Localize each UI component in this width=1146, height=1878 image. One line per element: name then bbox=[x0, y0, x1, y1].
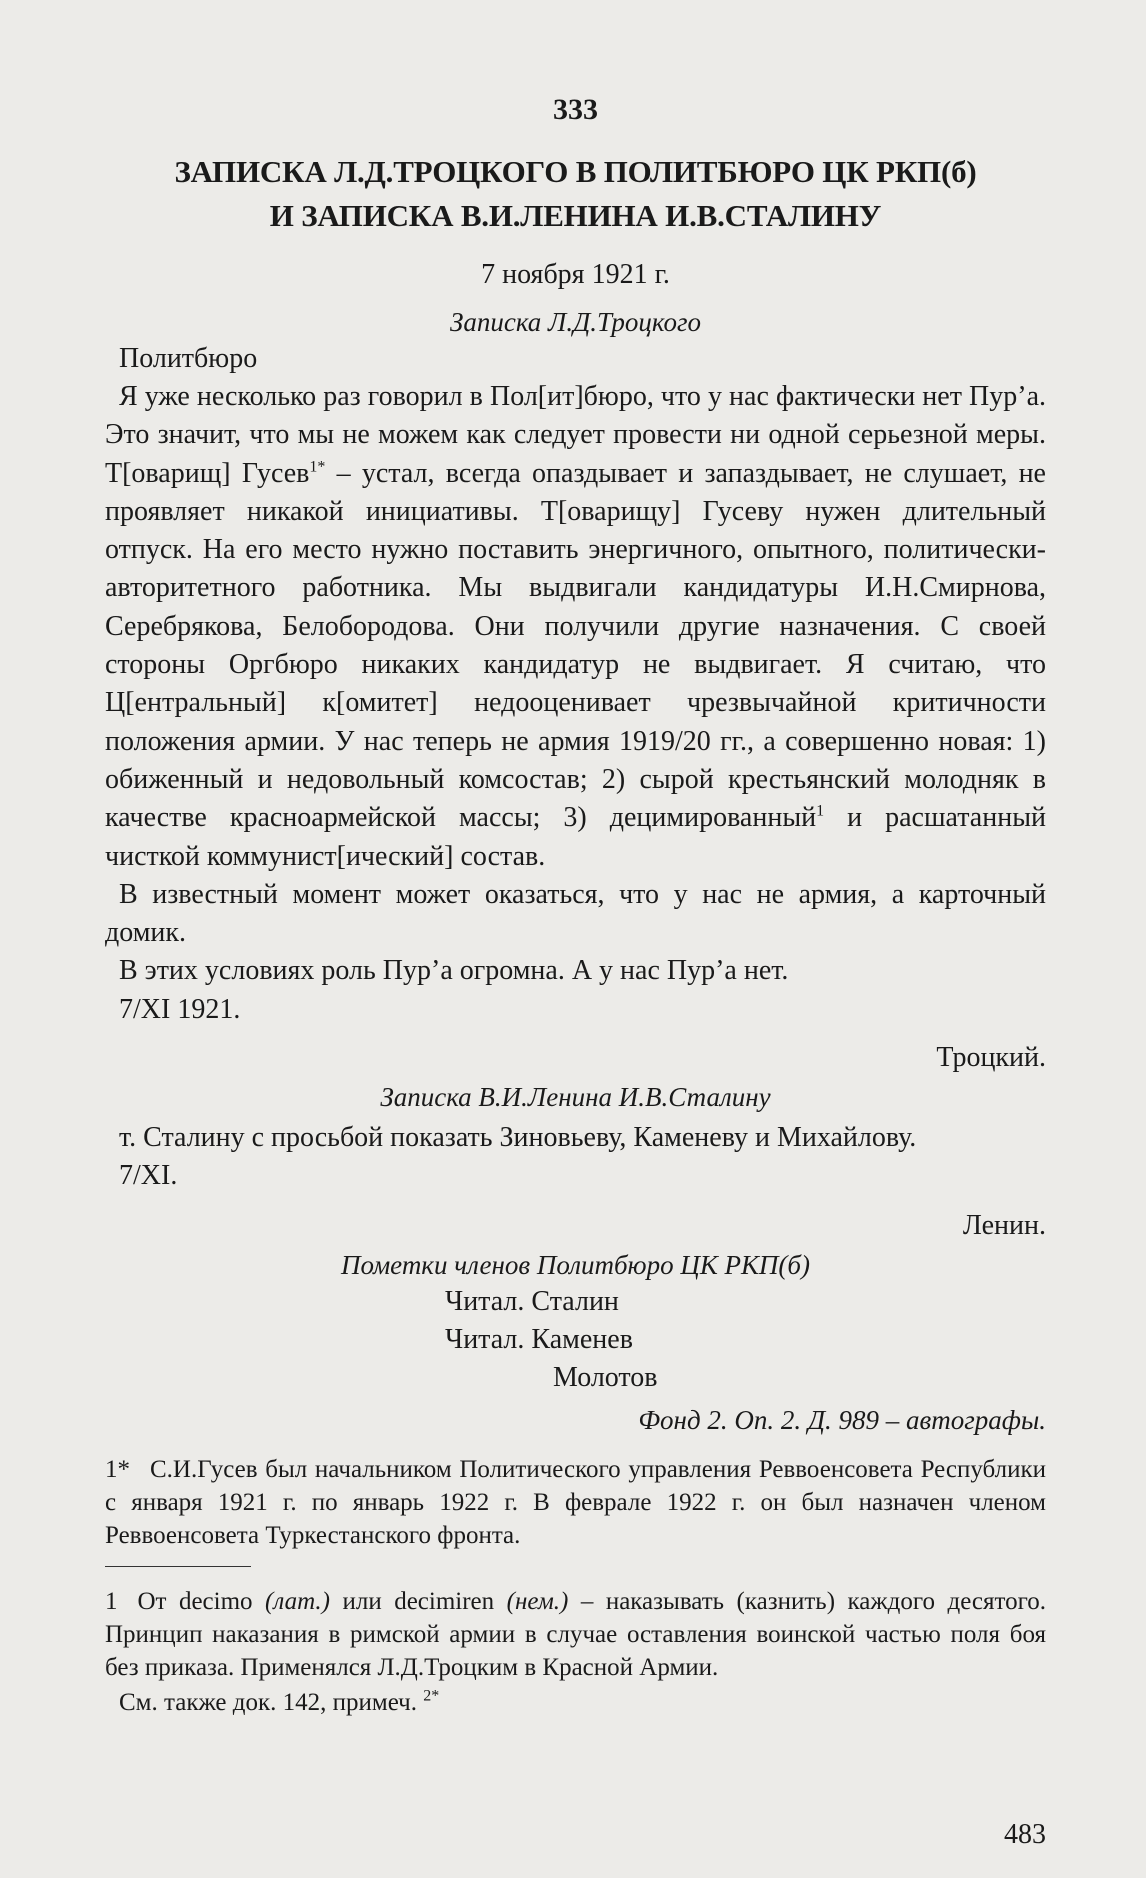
see-also-text: См. также док. 142, примеч. bbox=[119, 1688, 424, 1716]
page-number: 483 bbox=[1004, 1819, 1046, 1850]
trotsky-date-line: 7/XI 1921. bbox=[119, 993, 241, 1025]
politburo-marks bbox=[105, 1283, 1046, 1397]
lenin-date-line: 7/XI. bbox=[119, 1159, 178, 1191]
trotsky-paragraph-1 bbox=[105, 378, 1046, 876]
footnote-1-star-text: С.И.Гусев был начальником Политического управления Реввоенсовета Республики с января 1921 г. по январь 1922 г. В феврале 1922 г. он был назначен членом Реввоенсовета Туркестанского фронта. bbox=[105, 1455, 1046, 1549]
document-title bbox=[105, 150, 1046, 238]
footnote-1-mark: 1 bbox=[105, 1587, 118, 1615]
footnote-1-text-c: – наказывать (казнить) каждого десятого. Принцип наказания в римской армии в случае оставления воинской частью поля боя без приказа. Применялся Л.Д.Троцким в Красной Армии. bbox=[105, 1587, 1046, 1681]
footnote-1-text-b: или decimiren bbox=[330, 1587, 507, 1615]
footnote-1-star-mark: 1* bbox=[105, 1455, 130, 1483]
addressee: Политбюро bbox=[119, 343, 258, 374]
lenin-signature: Ленин. bbox=[962, 1209, 1046, 1241]
lenin-note-heading: Записка В.И.Ленина И.В.Сталину bbox=[380, 1081, 771, 1112]
mark-kamenev: Читал. Каменев bbox=[445, 1323, 633, 1355]
see-also-ref: 2* bbox=[423, 1687, 440, 1705]
footnote-1-nem: (нем.) bbox=[506, 1587, 569, 1615]
footnote-1-text-a: От decimo bbox=[137, 1587, 266, 1615]
trotsky-paragraph-2: В известный момент может оказаться, что у нас не армия, а карточный домик. bbox=[105, 878, 1046, 949]
mark-molotov: Молотов bbox=[553, 1361, 658, 1393]
document-number: 333 bbox=[553, 93, 598, 126]
title-line-1: ЗАПИСКА Л.Д.ТРОЦКОГО В ПОЛИТБЮРО ЦК РКП(б) bbox=[174, 154, 977, 189]
title-line-2: И ЗАПИСКА В.И.ЛЕНИНА И.В.СТАЛИНУ bbox=[269, 198, 882, 233]
footnote-1 bbox=[105, 1585, 1046, 1684]
document-date: 7 ноября 1921 г. bbox=[481, 259, 670, 290]
marks-heading: Пометки членов Политбюро ЦК РКП(б) bbox=[340, 1249, 810, 1280]
footnote-1-lat: (лат.) bbox=[265, 1587, 330, 1615]
footnote-divider bbox=[105, 1566, 251, 1567]
archive-reference: Фонд 2. Оп. 2. Д. 989 – автографы. bbox=[638, 1404, 1046, 1435]
lenin-note-text: т. Сталину с просьбой показать Зиновьеву, Каменеву и Михайлову. bbox=[119, 1121, 917, 1153]
trotsky-paragraph-3: В этих условиях роль Пур’а огромна. А у нас Пур’а нет. bbox=[119, 955, 789, 987]
para1-part-b: – устал, всегда опаздывает и запаздывает, не слушает, не проявляет никакой инициативы. Т[оварищу] Гусеву нужен длительный отпуск. На его место нужно поставить энергичного, опытного, политически-авторитетного работника. Мы выдвигали кандидатуры И.Н.Смирнова, Серебрякова, Белобородова. Они получили другие назначения. С своей стороны Оргбюро никаких кандидатур не выдвигает. Я считаю, что Ц[ентральный] к[омитет] недооценивает чрезвычайной критичности положения армии. У нас теперь не армия 1919/20 гг., а совершенно новая: 1) обиженный и недовольный комсостав; 2) сырой крестьянский молодняк в качестве красноармейской массы; 3) децимированный bbox=[105, 457, 1046, 834]
para1-part-c: и расшатанный чисткой коммунист[ический] состав. bbox=[105, 802, 1046, 872]
footnote-1-star bbox=[105, 1453, 1046, 1552]
para1-part-a: Я уже несколько раз говорил в Пол[ит]бюро, что у нас фактически нет Пур’а. Это значит, что мы не можем как следует провести ни одной серьезной меры. Т[оварищ] Гусев bbox=[105, 381, 1046, 489]
footnote-ref-1-star: 1* bbox=[309, 458, 326, 476]
mark-stalin: Читал. Сталин bbox=[445, 1285, 619, 1317]
trotsky-note-heading: Записка Л.Д.Троцкого bbox=[449, 307, 701, 337]
trotsky-signature: Троцкий. bbox=[936, 1041, 1046, 1073]
see-also-note bbox=[119, 1686, 1046, 1719]
footnote-ref-1: 1 bbox=[816, 802, 825, 820]
